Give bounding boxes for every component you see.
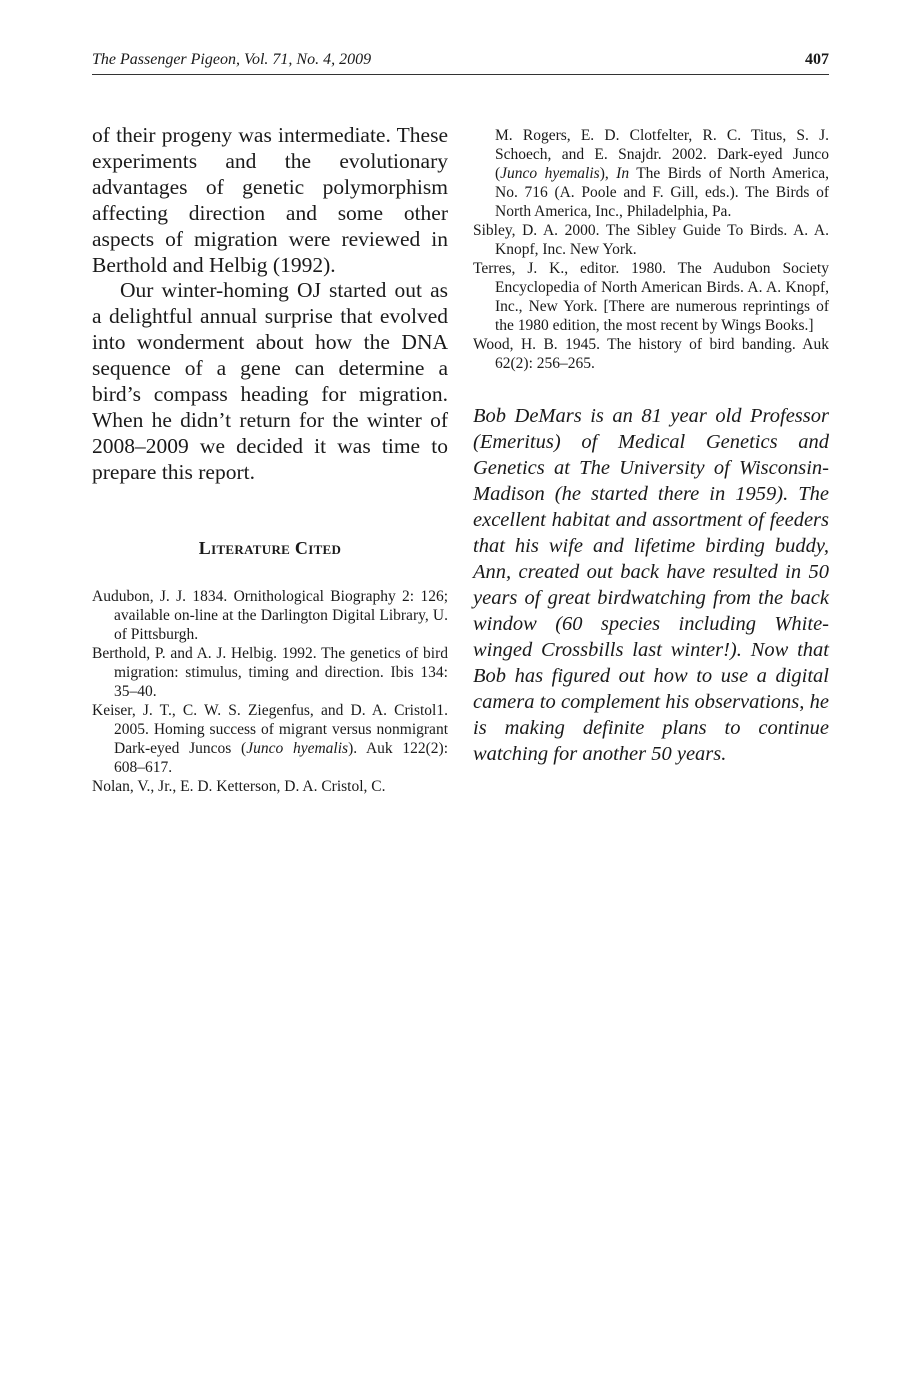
species-name: Junco hyemalis: [246, 739, 349, 757]
page-number: 407: [805, 51, 829, 68]
reference-terres: Terres, J. K., editor. 1980. The Audubon Society Encyclopedia of North American Birds. A. A. Knopf, Inc., New York. [There are numerous reprintings of the 1980 edition, the most recent by Wings Books.]: [473, 260, 829, 334]
left-column: [92, 123, 448, 796]
reference-berthold: Berthold, P. and A. J. Helbig. 1992. The genetics of bird migration: stimulus, timing and direction. Ibis 134: 35–40.: [92, 644, 448, 700]
reference-wood: Wood, H. B. 1945. The history of bird banding. Auk 62(2): 256–265.: [473, 336, 829, 372]
in-marker: In: [616, 165, 630, 182]
reference-audubon: Audubon, J. J. 1834. Ornithological Biography 2: 126; available on-line at the Darlington Digital Library, U. of Pittsburgh.: [92, 587, 448, 643]
running-header: [92, 50, 829, 75]
author-bio: Bob DeMars is an 81 year old Professor (Emeritus) of Medical Genetics and Genetics at The University of Wisconsin-Madison (he started there in 1959). The excellent habitat and assortment of feeders that his wife and lifetime birding buddy, Ann, created out back have resulted in 50 years of great birdwatching from the back window (60 species including White-winged Crossbills last winter!). Now that Bob has figured out how to use a digital camera to complement his observations, he is making definite plans to continue watching for another 50 years.: [473, 405, 829, 765]
species-name: Junco hyemalis: [500, 165, 600, 182]
body-paragraph-2: Our winter-homing OJ started out as a delightful annual surprise that evolved into wonderment about how the DNA sequence of a gene can determine a bird’s compass heading for migration. When he didn’t return for the winter of 2008–2009 we decided it was time to prepare this report.: [92, 278, 448, 484]
reference-keiser-source: ). Auk 122(2): 608–617.: [114, 739, 449, 776]
reference-nolan-start: Nolan, V., Jr., E. D. Ketterson, D. A. Cristol, C.: [92, 777, 386, 795]
body-paragraph-1: of their progeny was intermediate. These experiments and the evolutionary advantages of genetic polymorphism affecting direction and some other aspects of migration were reviewed in Berthold and Helbig (1992).: [92, 123, 448, 277]
reference-nolan-separator: ),: [599, 165, 617, 182]
reference-nolan-text: M. Rogers, E. D. Clotfelter, R. C. Titus, S. J. Schoech, and E. Snajdr. 2002. Dark-eyed Junco (: [495, 127, 829, 182]
literature-cited-heading: Literature Cited: [198, 537, 342, 558]
reference-nolan-source: The Birds of North America, No. 716 (A. Poole and F. Gill, eds.). The Birds of North America, Inc., Philadelphia, Pa.: [495, 165, 829, 220]
reference-keiser-text: Keiser, J. T., C. W. S. Ziegenfus, and D. A. Cristol1. 2005. Homing success of migrant versus nonmigrant Dark-eyed Juncos (: [92, 701, 448, 757]
reference-nolan-continued: [473, 126, 829, 221]
reference-list: [92, 587, 448, 796]
reference-keiser: [92, 701, 448, 777]
right-column: [473, 126, 829, 767]
reference-sibley: Sibley, D. A. 2000. The Sibley Guide To Birds. A. A. Knopf, Inc. New York.: [473, 222, 829, 258]
journal-citation: The Passenger Pigeon, Vol. 71, No. 4, 2009: [92, 51, 372, 68]
